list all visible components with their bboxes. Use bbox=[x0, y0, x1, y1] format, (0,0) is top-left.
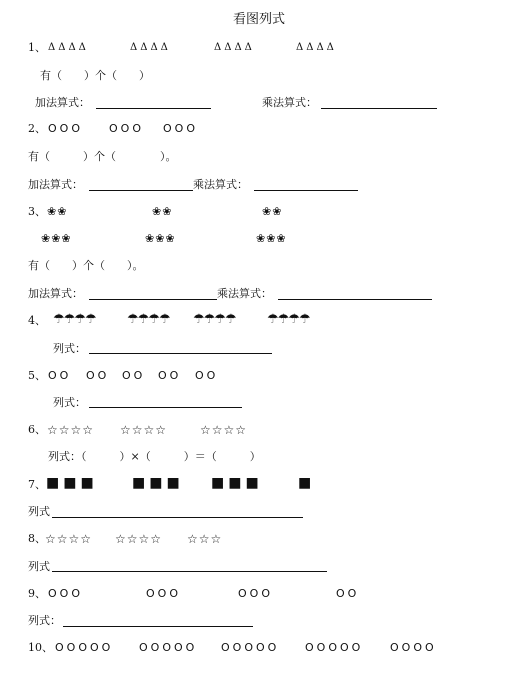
star-group-3: ☆☆☆☆ bbox=[200, 423, 248, 437]
question-2-number: 2、 bbox=[28, 122, 46, 135]
question-3-fill: 有（ ）个（ ）。 bbox=[28, 259, 144, 272]
umbrella-group-4: ☂☂☂☂ bbox=[267, 312, 310, 327]
umbrella-group-2: ☂☂☂☂ bbox=[127, 312, 170, 327]
circle-group-2: OOOOO bbox=[139, 641, 198, 654]
circle-group-1: OOOOO bbox=[55, 641, 114, 654]
question-2-add-label: 加法算式： bbox=[28, 178, 83, 191]
question-4-label: 列式： bbox=[53, 342, 86, 355]
question-3-mul-label: 乘法算式： bbox=[217, 287, 272, 300]
circle-group-4: OO bbox=[336, 587, 360, 600]
square-group-1: ■■■ bbox=[46, 475, 98, 491]
flower-group-bottom-3: ❀❀❀ bbox=[256, 232, 287, 245]
star-group-2: ☆☆☆☆ bbox=[120, 423, 168, 437]
question-1-add-label: 加法算式： bbox=[35, 96, 90, 109]
flower-group-top-2: ❀❀ bbox=[152, 205, 173, 218]
circle-pair-3: OO bbox=[122, 369, 146, 382]
question-3-add-label: 加法算式： bbox=[28, 287, 83, 300]
question-1-mul-answer-line[interactable] bbox=[321, 108, 437, 109]
square-group-2: ■■■ bbox=[132, 475, 184, 491]
circle-group-2: OOO bbox=[146, 587, 181, 600]
flower-group-bottom-1: ❀❀❀ bbox=[41, 232, 72, 245]
question-1-number: 1、 bbox=[28, 41, 46, 54]
question-1-mul-label: 乘法算式： bbox=[262, 96, 317, 109]
triangle-group-2: ΔΔΔΔ bbox=[130, 42, 171, 53]
circle-group-3: OOOOO bbox=[221, 641, 280, 654]
circle-pair-1: OO bbox=[48, 369, 72, 382]
question-5-label: 列式： bbox=[53, 396, 86, 409]
question-7-label: 列式 bbox=[28, 505, 50, 518]
question-4-answer-line[interactable] bbox=[89, 353, 272, 354]
question-6-number: 6、 bbox=[28, 423, 46, 436]
question-1-add-answer-line[interactable] bbox=[96, 108, 211, 109]
circle-group-4: OOOOO bbox=[305, 641, 364, 654]
question-5-number: 5、 bbox=[28, 369, 46, 382]
triangle-group-3: ΔΔΔΔ bbox=[214, 42, 255, 53]
square-group-4: ■ bbox=[298, 475, 316, 491]
circle-group-1: OOO bbox=[48, 122, 83, 135]
star-group-1: ☆☆☆☆ bbox=[45, 532, 93, 546]
star-group-2: ☆☆☆☆ bbox=[115, 532, 163, 546]
circle-group-1: OOO bbox=[48, 587, 83, 600]
umbrella-group-1: ☂☂☂☂ bbox=[53, 312, 96, 327]
question-8-number: 8、 bbox=[28, 532, 46, 545]
umbrella-group-3: ☂☂☂☂ bbox=[193, 312, 236, 327]
question-4-number: 4、 bbox=[28, 314, 46, 327]
circle-pair-5: OO bbox=[195, 369, 219, 382]
square-group-3: ■■■ bbox=[211, 475, 263, 491]
question-8-label: 列式 bbox=[28, 560, 50, 573]
circle-group-2: OOO bbox=[109, 122, 144, 135]
circle-pair-2: OO bbox=[86, 369, 110, 382]
question-3-number: 3、 bbox=[28, 205, 46, 218]
question-1-fill: 有（ ）个（ ） bbox=[40, 69, 150, 82]
question-2-add-answer-line[interactable] bbox=[89, 190, 193, 191]
question-3-mul-answer-line[interactable] bbox=[278, 299, 432, 300]
triangle-group-1: ΔΔΔΔ bbox=[48, 42, 89, 53]
flower-group-top-1: ❀❀ bbox=[47, 205, 68, 218]
question-9-answer-line[interactable] bbox=[63, 626, 253, 627]
flower-group-top-3: ❀❀ bbox=[262, 205, 283, 218]
circle-group-3: OOO bbox=[238, 587, 273, 600]
triangle-group-4: ΔΔΔΔ bbox=[296, 42, 337, 53]
question-2-mul-answer-line[interactable] bbox=[254, 190, 358, 191]
question-10-number: 10、 bbox=[28, 641, 53, 654]
question-9-label: 列式： bbox=[28, 614, 61, 627]
question-5-answer-line[interactable] bbox=[89, 407, 242, 408]
question-8-answer-line[interactable] bbox=[52, 571, 327, 572]
circle-group-5: OOOO bbox=[390, 641, 437, 654]
circle-pair-4: OO bbox=[158, 369, 182, 382]
question-9-number: 9、 bbox=[28, 587, 46, 600]
circle-group-3: OOO bbox=[163, 122, 198, 135]
star-group-3: ☆☆☆ bbox=[187, 532, 223, 546]
question-7-answer-line[interactable] bbox=[52, 517, 303, 518]
page-title: 看图列式 bbox=[233, 12, 286, 27]
question-7-number: 7、 bbox=[28, 478, 46, 491]
flower-group-bottom-2: ❀❀❀ bbox=[145, 232, 176, 245]
question-2-fill: 有（ ）个（ ）。 bbox=[28, 150, 177, 163]
question-6-formula: 列式：（ ）×（ ）＝（ ） bbox=[48, 450, 261, 463]
question-2-mul-label: 乘法算式： bbox=[193, 178, 248, 191]
star-group-1: ☆☆☆☆ bbox=[47, 423, 95, 437]
question-3-add-answer-line[interactable] bbox=[89, 299, 217, 300]
